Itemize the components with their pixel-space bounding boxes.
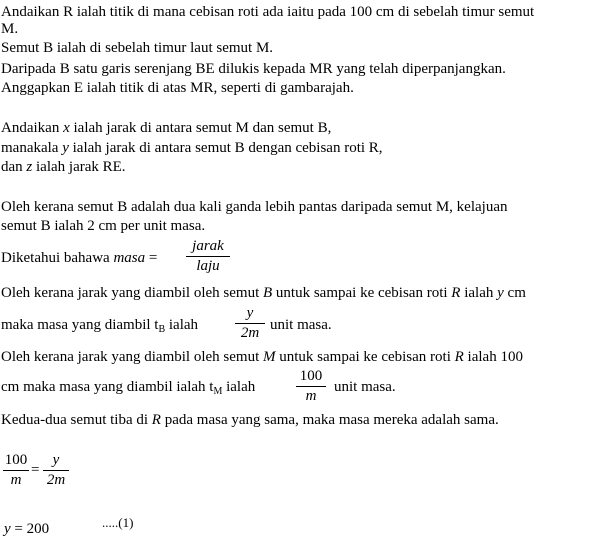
text-line: Andaikan R ialah titik di mana cebisan roti ada iaitu pada 100 cm di sebelah timur semut — [1, 4, 535, 20]
fraction-100-m: 100 m — [4, 452, 28, 488]
text-line: manakala y ialah jarak di antara semut B dengan cebisan roti R, — [1, 140, 383, 156]
math-variable: y — [62, 140, 69, 156]
text-line: Oleh kerana jarak yang diambil oleh semut B untuk sampai ke cebisan roti R ialah y cm — [1, 285, 526, 301]
text-line: Daripada B satu garis serenjang BE dilukis kepada MR yang telah diperpanjangkan. — [1, 61, 506, 77]
text-line: semut B ialah 2 cm per unit masa. — [1, 218, 206, 234]
fraction-100-m: 100 m — [296, 368, 326, 405]
text-line: Diketahui bahawa masa = — [1, 250, 158, 266]
equation-tag: .....(1) — [102, 515, 134, 530]
text-line: dan z ialah jarak RE. — [1, 159, 126, 175]
text-line: unit masa. — [334, 379, 396, 395]
text-line: maka masa yang diambil $t_B$ ialah — [1, 317, 199, 335]
text-line: unit masa. — [270, 317, 332, 333]
text-line: Semut B ialah di sebelah timur laut semut M. — [1, 40, 274, 56]
equation-y-200: y = 200 — [4, 521, 50, 537]
math-variable: x — [63, 120, 70, 136]
text-line: Andaikan x ialah jarak di antara semut M dan semut B, — [1, 120, 332, 136]
text-line: Oleh kerana semut B adalah dua kali ganda lebih pantas daripada semut M, kelajuan — [1, 199, 508, 215]
text-line: Oleh kerana jarak yang diambil oleh semut M untuk sampai ke cebisan roti R ialah 100 — [1, 349, 523, 365]
text-line: cm maka masa yang diambil ialah $t_M$ ialah — [1, 379, 256, 397]
fraction-y-2m: y 2m — [43, 452, 69, 489]
text-line: Kedua-dua semut tiba di R pada masa yang sama, maka masa mereka adalah sama. — [1, 412, 499, 428]
text-line: M. — [1, 21, 19, 37]
fraction-jarak-laju: jarak laju — [186, 238, 230, 275]
math-variable: z — [26, 159, 33, 175]
fraction-y-2m: y 2m — [235, 305, 265, 342]
equals-sign: = — [31, 462, 40, 478]
text-line: Anggapkan E ialah titik di atas MR, seperti di gambarajah. — [1, 80, 354, 96]
